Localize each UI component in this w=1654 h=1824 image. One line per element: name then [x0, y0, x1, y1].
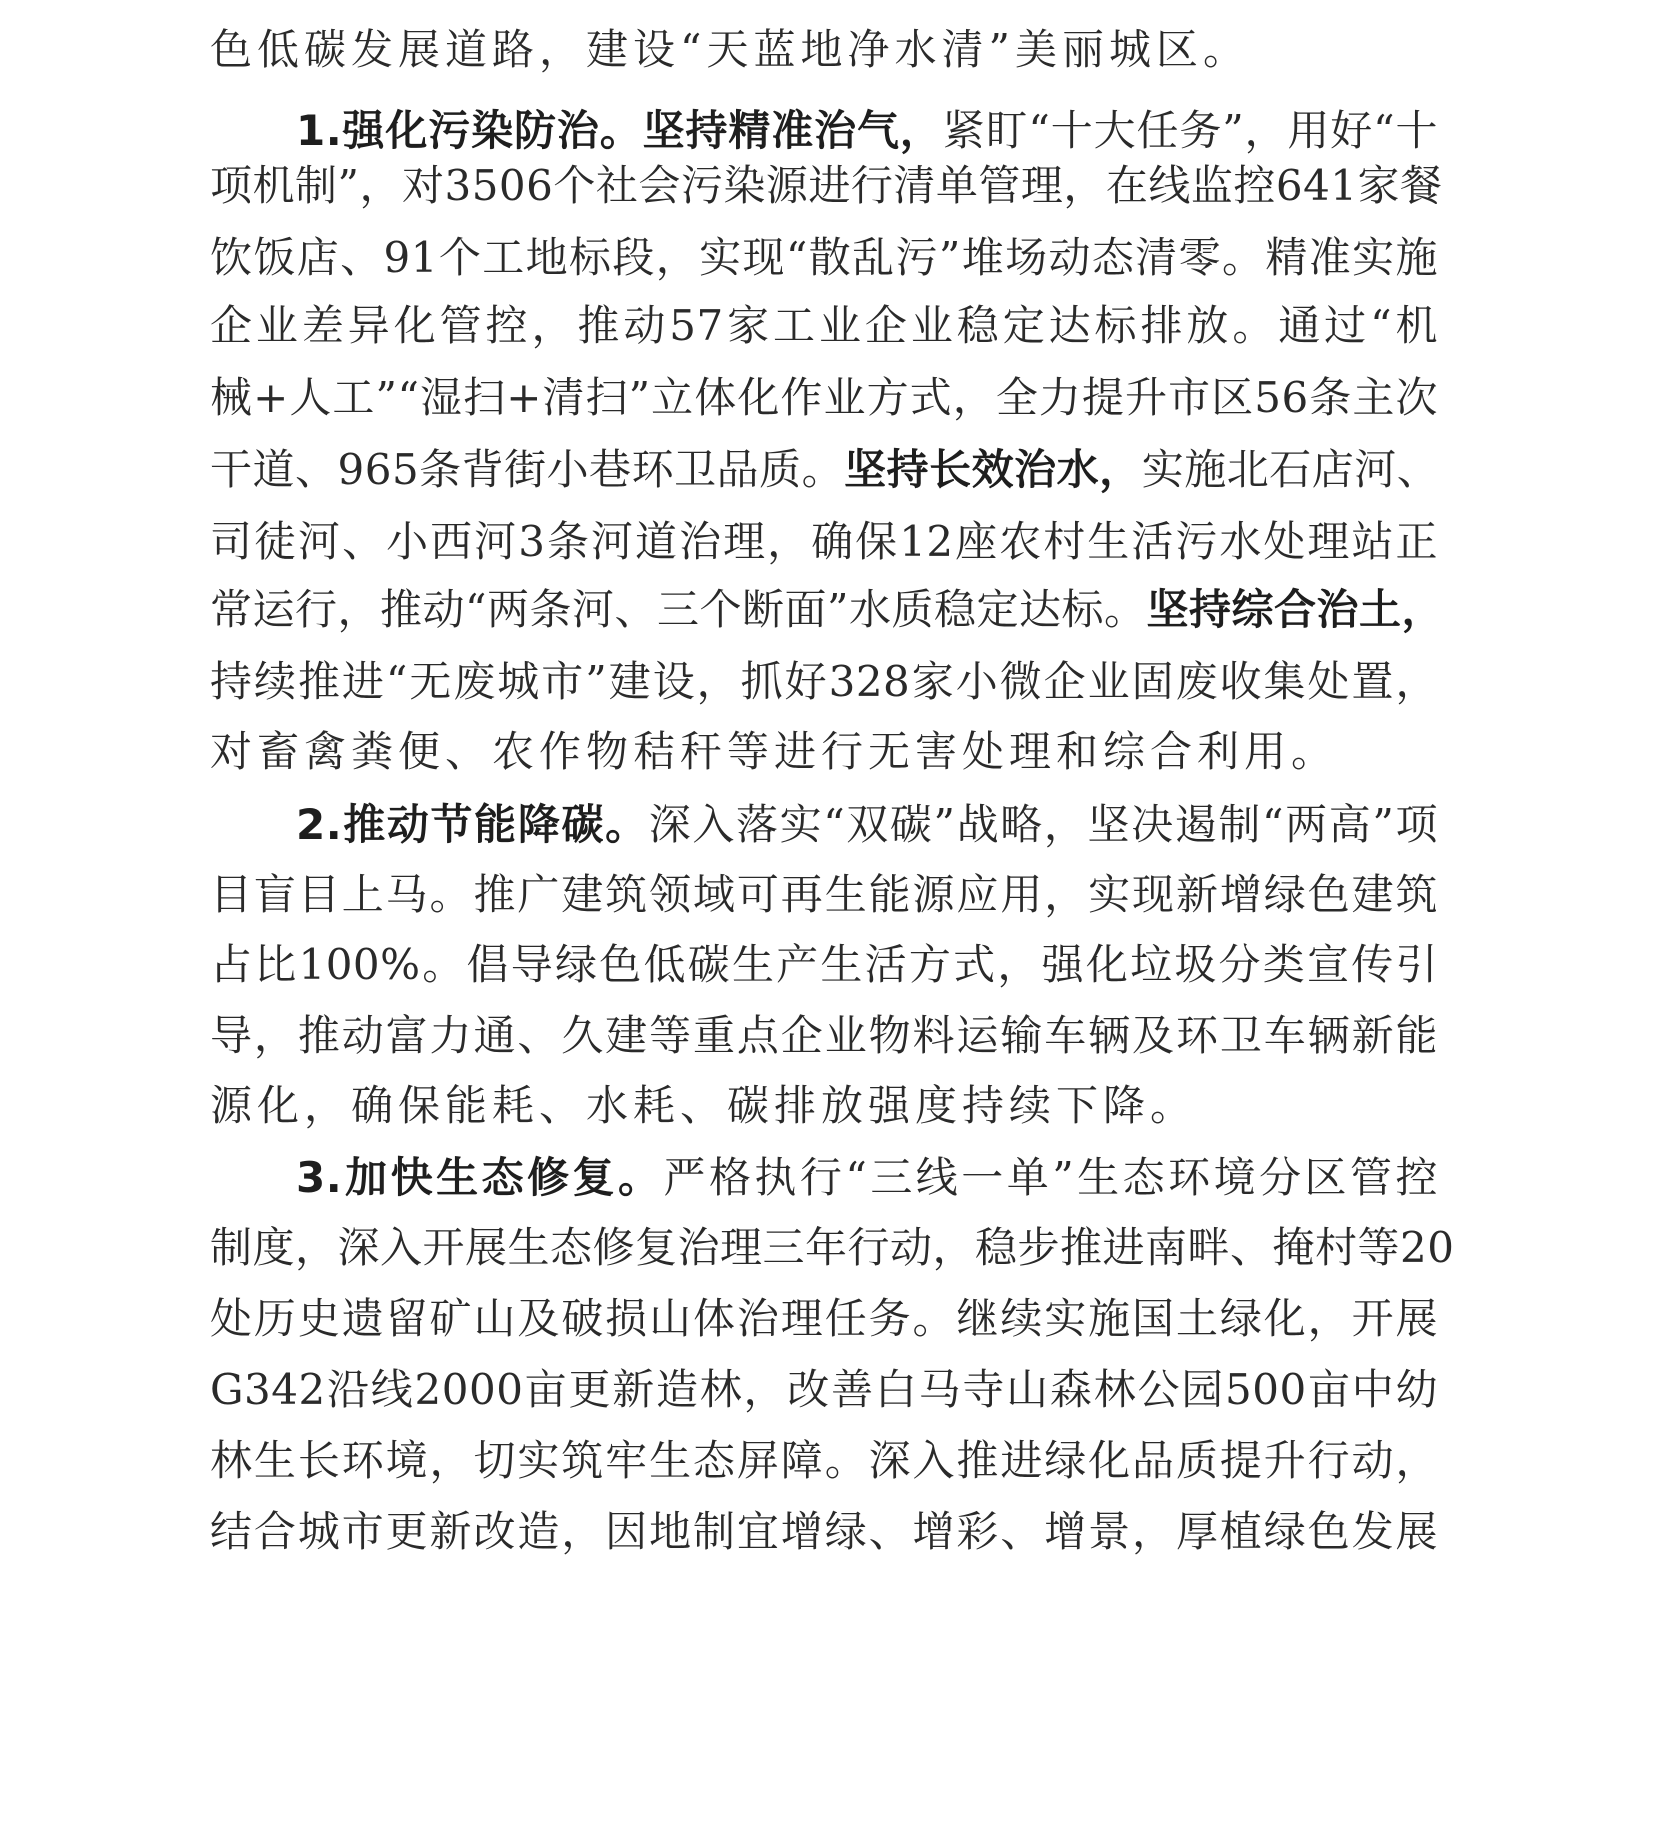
section-heading-2: 2.推动节能降碳。	[296, 800, 649, 849]
text-span: 饮饭店、91个工地标段，实现“散乱污”堆场动态清零。精准实施	[210, 233, 1438, 282]
text-span: 结合城市更新改造，因地制宜增绿、增彩、增景，厚植绿色发展	[210, 1507, 1438, 1556]
text-span: 目盲目上马。推广建筑领域可再生能源应用，实现新增绿色建筑	[210, 870, 1438, 919]
text-line	[210, 368, 1438, 428]
text-span: 干道、965条背街小巷环卫品质。	[210, 445, 845, 494]
text-span: 源化，确保能耗、水耗、碳排放强度持续下降。	[210, 1081, 1198, 1130]
text-line	[210, 722, 1438, 782]
section-heading-3: 3.加快生态修复。	[296, 1153, 664, 1202]
text-line	[210, 296, 1438, 356]
text-line	[210, 1218, 1455, 1278]
paragraph-3-first-line	[210, 1148, 1438, 1208]
text-line	[210, 1360, 1438, 1420]
text-line	[210, 156, 1443, 216]
text-span: 项机制”，对3506个社会污染源进行清单管理，在线监控641家餐	[210, 161, 1443, 210]
text-span: 企业差异化管控，推动57家工业企业稳定达标排放。通过“机	[210, 301, 1438, 350]
text-line	[210, 865, 1438, 925]
text-span: 深入落实“双碳”战略，坚决遏制“两高”项	[648, 800, 1438, 849]
text-span: 制度，深入开展生态修复治理三年行动，稳步推进南畔、掩村等20	[210, 1223, 1455, 1272]
bold-phrase: 坚持长效治水，	[844, 445, 1142, 494]
paragraph-1-first-line	[210, 101, 1438, 161]
text-span: 持续推进“无废城市”建设，抓好328家小微企业固废收集处置，	[210, 657, 1438, 706]
text-line	[210, 1502, 1438, 1562]
text-line	[210, 1431, 1438, 1491]
text-line	[210, 1289, 1438, 1349]
section-heading-1: 1.强化污染防治。	[296, 106, 643, 155]
text-line	[210, 440, 1438, 500]
text-span: 司徒河、小西河3条河道治理，确保12座农村生活污水处理站正	[210, 517, 1438, 566]
text-span: 导，推动富力通、久建等重点企业物料运输车辆及环卫车辆新能	[210, 1011, 1438, 1060]
text-span: 紧盯“十大任务”，用好“十	[942, 106, 1438, 155]
text-line	[210, 580, 1444, 640]
text-span: 占比100%。倡导绿色低碳生产生活方式，强化垃圾分类宣传引	[210, 940, 1438, 989]
text-line	[210, 20, 1438, 80]
text-line	[210, 512, 1438, 572]
text-span: G342沿线2000亩更新造林，改善白马寺山森林公园500亩中幼	[210, 1365, 1438, 1414]
text-line	[210, 1076, 1438, 1136]
text-line	[210, 228, 1438, 288]
text-span: 严格执行“三线一单”生态环境分区管控	[663, 1153, 1438, 1202]
bold-phrase: 坚持精准治气，	[642, 106, 943, 155]
text-span: 林生长环境，切实筑牢生态屏障。深入推进绿化品质提升行动，	[210, 1436, 1438, 1485]
paragraph-2-first-line	[210, 795, 1438, 855]
bold-phrase: 坚持综合治土，	[1146, 585, 1444, 634]
text-line	[210, 1006, 1438, 1066]
text-span: 色低碳发展道路，建设“天蓝地净水清”美丽城区。	[210, 25, 1250, 74]
text-span: 对畜禽粪便、农作物秸秆等进行无害处理和综合利用。	[210, 727, 1339, 776]
text-span: 械+人工”“湿扫+清扫”立体化作业方式，全力提升市区56条主次	[210, 373, 1438, 422]
text-span: 常运行，推动“两条河、三个断面”水质稳定达标。	[210, 585, 1147, 634]
text-span: 处历史遗留矿山及破损山体治理任务。继续实施国土绿化，开展	[210, 1294, 1438, 1343]
text-span: 实施北石店河、	[1141, 445, 1440, 494]
text-line	[210, 935, 1438, 995]
text-line	[210, 652, 1438, 712]
